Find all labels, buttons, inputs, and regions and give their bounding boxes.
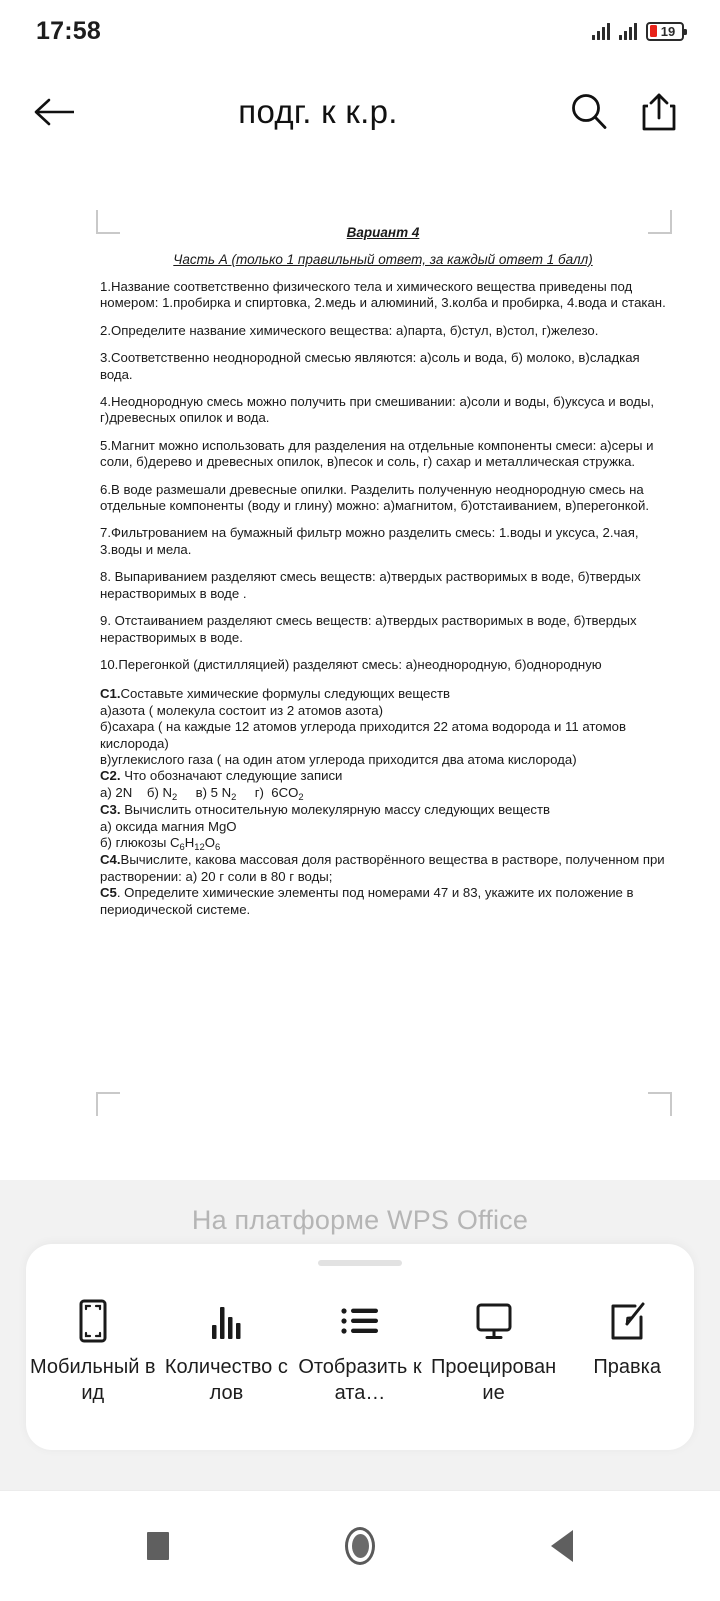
- question-paragraph: 6.В воде размешали древесные опилки. Разделить полученную неоднородную смесь на отдельные компоненты (воду и глину) можно: а)магнитом, б)отстаиванием, в)перегонкой.: [100, 481, 650, 514]
- part-c-line: в)углекислого газа ( на один атом углерода приходится два атома кислорода): [100, 751, 577, 767]
- page-title: подг. к к.р.: [238, 93, 398, 130]
- part-c-line: б)сахара ( на каждые 12 атомов углерода приходится 22 атома водорода и 11 атомов кислорода): [100, 719, 627, 751]
- sheet-item-label: Мобильный вид: [30, 1356, 156, 1404]
- sheet-item-label: Количество слов: [164, 1356, 288, 1404]
- document-subheading: Часть А (только 1 правильный ответ, за каждый ответ 1 балл): [173, 252, 593, 267]
- part-c-block: [100, 686, 666, 918]
- part-c-text: Что обозначают следующие записи: [120, 768, 343, 784]
- sheet-item-edit[interactable]: [565, 1298, 690, 1380]
- part-c-label: C1.: [100, 686, 121, 702]
- part-c-line: а) оксида магния MgO: [100, 818, 237, 834]
- part-c-label: C2.: [100, 768, 121, 784]
- sheet-item-word-count[interactable]: [164, 1298, 289, 1406]
- part-c-formula-line: а) 2N б) $N_2$ в) 5 $N_2$ г) $6CO_2$: [100, 784, 304, 802]
- status-indicators: [592, 22, 684, 41]
- question-paragraph: 4.Неоднородную смесь можно получить при смешивании: а)соли и воды, б)уксуса и воды, г)древесных опилок и вода.: [100, 394, 654, 426]
- arrow-left-icon: [33, 95, 77, 129]
- signal-bars-sim1-icon: [592, 23, 610, 40]
- word-count-icon: [206, 1298, 246, 1344]
- part-c-formula-line: б) глюкозы $C_6H_{12}O_6$: [100, 834, 221, 852]
- part-c-line: а)азота ( молекула состоит из 2 атомов азота): [100, 702, 383, 718]
- part-c-line: [100, 852, 666, 885]
- part-c-label: C4.: [100, 852, 121, 868]
- crop-mark-bottom-left: [96, 1092, 120, 1116]
- sheet-item-catalog[interactable]: [297, 1298, 422, 1406]
- search-button[interactable]: [554, 91, 624, 133]
- question-paragraph: 10.Перегонкой (дистилляцией) разделяют смесь: а)неоднородную, б)однородную: [100, 656, 602, 672]
- back-nav-button[interactable]: [527, 1511, 597, 1581]
- document-body: [100, 224, 666, 918]
- sheet-drag-handle[interactable]: [318, 1260, 402, 1266]
- part-c-line: [100, 768, 666, 784]
- part-c-line: [100, 885, 666, 918]
- question-paragraph: 8. Выпариванием разделяют смесь веществ: а)твердых растворимых в воде, б)твердых нерастворимых в воде .: [100, 569, 641, 601]
- status-bar: [0, 0, 720, 62]
- part-c-text: Составьте химические формулы следующих веществ: [120, 686, 450, 702]
- question-paragraph: 7.Фильтрованием на бумажный фильтр можно разделить смесь: 1.воды и уксуса, 2.чая, 3.воды и мела.: [100, 525, 639, 557]
- question-paragraph: 1.Название соответственно физического тела и химического вещества приведены под номером: 1.пробирка и спиртовка, 2.медь и алюминий, 3.колба и пробирка, 4.вода и стакан.: [100, 279, 666, 311]
- part-c-label: C3.: [100, 802, 121, 818]
- mobile-view-icon: [73, 1298, 113, 1344]
- document-page: [0, 162, 720, 1180]
- catalog-list-icon: [338, 1298, 382, 1344]
- sheet-actions: [26, 1298, 694, 1406]
- wps-brand-label: На платформе WPS Office: [191, 1205, 529, 1235]
- projection-monitor-icon: [471, 1298, 517, 1344]
- part-c-line: [100, 802, 666, 818]
- part-c-text: Вычислить относительную молекулярную массу следующих веществ: [120, 802, 551, 818]
- status-clock: 17:58: [36, 16, 101, 45]
- part-c-label: C5: [100, 885, 117, 901]
- app-bar: [0, 62, 720, 162]
- document-scroll-area[interactable]: [0, 162, 720, 1180]
- circle-home-icon: [345, 1527, 375, 1565]
- question-paragraph: 2.Определите название химического вещества: а)парта, б)стул, в)стол, г)железо.: [100, 322, 599, 338]
- back-button[interactable]: [18, 95, 92, 129]
- sheet-item-projection[interactable]: [431, 1298, 556, 1406]
- part-c-text: . Определите химические элементы под номерами 47 и 83, укажите их положение в периодической системе.: [100, 885, 634, 917]
- bottom-sheet: [26, 1244, 694, 1450]
- sheet-item-label: Проецирование: [430, 1356, 557, 1404]
- question-paragraph: 3.Соответственно неоднородной смесью являются: а)соль и вода, б) молоко, в)сладкая вода.: [100, 350, 640, 382]
- sheet-item-label: Отобразить ката…: [298, 1356, 422, 1404]
- square-recents-icon: [147, 1532, 169, 1560]
- question-paragraph: 5.Магнит можно использовать для разделения на отдельные компоненты смеси: а)серы и соли, б)дерево и древесных опилок, в)песок и соль, г) сахар и металлическая стружка.: [100, 437, 654, 470]
- sheet-item-mobile-view[interactable]: [30, 1298, 155, 1406]
- share-button[interactable]: [624, 91, 694, 133]
- edit-pencil-icon: [605, 1298, 649, 1344]
- document-heading: Вариант 4: [346, 225, 420, 240]
- part-c-text: Вычислите, какова массовая доля растворённого вещества в растворе, полученном при растворении: а) 20 г соли в 80 г воды;: [100, 852, 665, 884]
- sheet-item-label: Правка: [593, 1356, 661, 1378]
- part-c-line: [100, 686, 666, 702]
- share-icon: [640, 91, 678, 133]
- question-paragraph: 9. Отстаиванием разделяют смесь веществ: а)твердых растворимых в воде, б)твердых нерастворимых в воде.: [100, 613, 637, 645]
- system-navigation-bar: [0, 1490, 720, 1601]
- battery-icon: [646, 22, 684, 41]
- crop-mark-bottom-right: [648, 1092, 672, 1116]
- battery-percent-label: 19: [660, 23, 676, 39]
- home-button[interactable]: [325, 1511, 395, 1581]
- recents-button[interactable]: [123, 1511, 193, 1581]
- triangle-back-icon: [551, 1530, 573, 1562]
- signal-bars-sim2-icon: [619, 23, 637, 40]
- search-icon: [568, 91, 610, 133]
